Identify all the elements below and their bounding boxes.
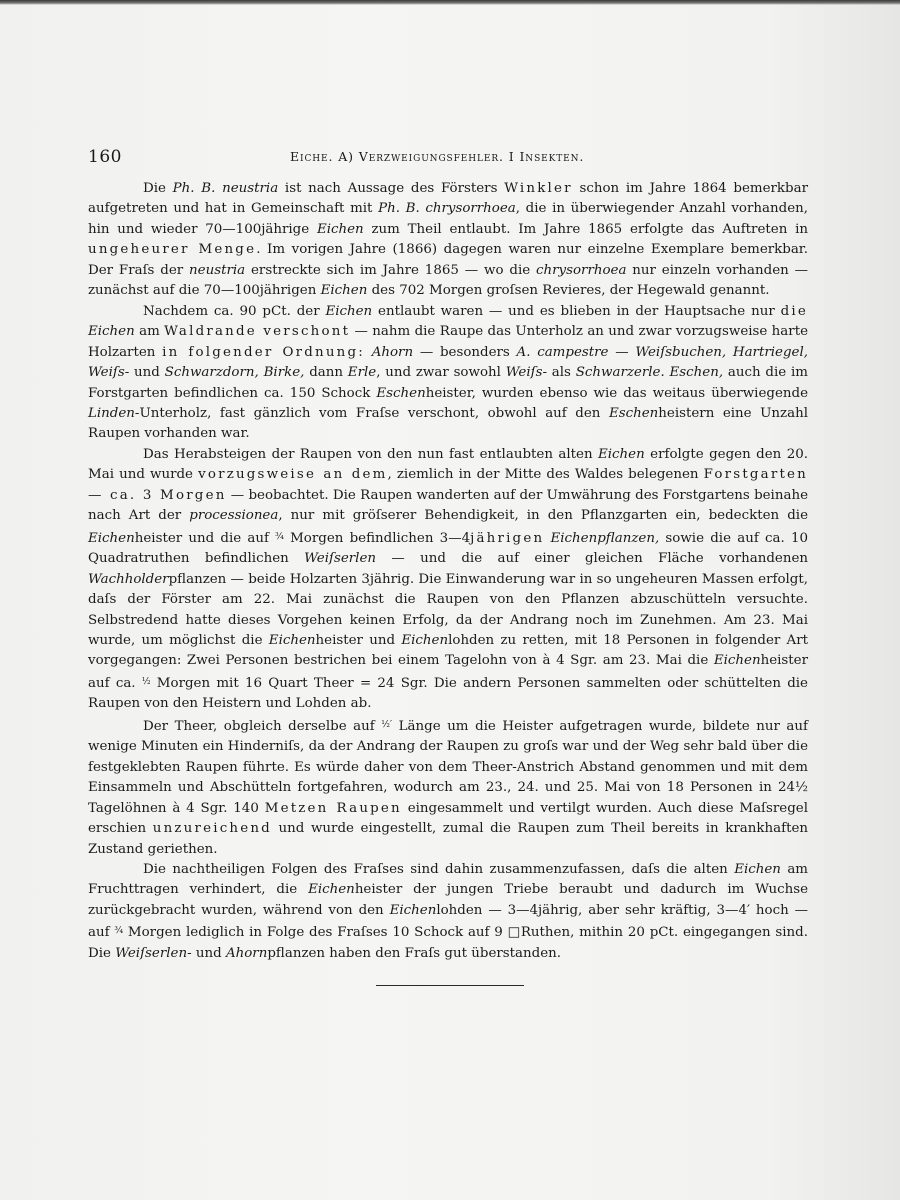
text-run: — nahm die Raupe das Unterholz an und zwar vorzugsweise harte Holzarten: [88, 324, 808, 360]
italic-run: Weiſserlen: [304, 551, 376, 567]
text-run: Die nachtheiligen Folgen des Fraſses sind dahin zusammenzufassen, daſs die alten: [143, 861, 735, 877]
text-run: am Fruchttragen verhindert, die: [88, 861, 809, 898]
fraction: ½: [141, 676, 151, 687]
italic-run: Ph. B. chrysorrhoea: [378, 201, 516, 217]
italic-run: Eschen: [608, 405, 659, 421]
paragraph: [88, 715, 808, 860]
closing-rule: [376, 985, 524, 986]
text-run: Nachdem ca. 90 pCt. der: [143, 303, 326, 319]
text-run: , ziemlich in der Mitte des Waldes belegenen: [387, 467, 704, 483]
italic-run: Eichen: [598, 446, 645, 462]
text-run: nur einzeln vorhanden — zunächst auf die 70—100jährigen: [88, 262, 809, 299]
text-run: ist nach Aussage des Försters: [278, 181, 505, 196]
italic-run: Eichen: [308, 882, 355, 898]
italic-run: Eichen: [88, 530, 135, 546]
italic-run: processionea: [189, 508, 279, 524]
text-run: zum Theil entlaubt. Im Jahre 1865 erfolgte das Auftreten in: [363, 221, 808, 237]
italic-run: A. campestre: [516, 344, 609, 360]
italic-run: Ahorn: [225, 945, 268, 961]
text-run: erstreckte sich im Jahre 1865 — wo die: [245, 262, 537, 278]
italic-run: Ph. B. neustria: [172, 181, 279, 196]
spaced-run: vorzugsweise an dem: [198, 467, 388, 483]
italic-run: Erle: [347, 365, 377, 381]
text-run: Die: [143, 181, 173, 196]
text-run: Morgen lediglich in Folge des Fraſses 10 Schock auf 9 □Ruthen, mithin 20 pCt. eingegangen sind. Die: [88, 925, 808, 961]
text-run: am: [134, 324, 165, 340]
spaced-run: Metzen Raupen: [264, 800, 402, 816]
text-run: —: [608, 344, 636, 360]
text-run: und: [191, 945, 226, 961]
italic-run: Eichen: [401, 632, 449, 648]
text-run: , die in überwiegender Anzahl vorhanden, hin und wieder 70—100jährige: [88, 201, 809, 237]
spaced-run: unzureichend: [152, 821, 272, 837]
paragraph: [88, 179, 808, 302]
spaced-run: Waldrande verschont: [164, 324, 351, 340]
spaced-run: ungeheurer Menge: [88, 242, 257, 258]
spaced-run: Winkler: [504, 181, 573, 196]
spaced-run: jährigen: [470, 530, 545, 546]
text-run: — und die auf einer gleichen Fläche vorhandenen: [376, 551, 808, 567]
italic-run: Eichenpflanzen,: [550, 530, 660, 546]
text-run: heister und die auf: [134, 530, 276, 546]
text-run: heister der jungen Triebe beraubt und dadurch im Wuchse zurückgebracht wurden, während von den: [88, 882, 808, 918]
text-run: lohden zu retten, mit 18 Personen in folgender Art vorgegangen: Zwei Personen bestrichen bei einem Tagelohn von à 4 Sgr. am 23. Mai die: [88, 632, 809, 669]
italic-run: Eichen: [88, 324, 135, 340]
text-run: auch die im Forstgarten befindlichen ca. 150 Schock: [88, 365, 808, 401]
italic-run: Eichen: [389, 902, 437, 918]
text-run: — besonders: [413, 344, 517, 360]
text-run: entlaubt waren — und es blieben in der Hauptsache nur: [372, 303, 781, 319]
text-run: , und zwar sowohl: [376, 365, 506, 381]
italic-run: Eichen: [320, 283, 368, 299]
italic-run: Wachholder: [88, 571, 169, 587]
italic-run: Schwarzdorn, Birke,: [164, 365, 305, 381]
text-run: schon im Jahre 1864 bemerkbar aufgetreten und hat in Gemeinschaft mit: [88, 181, 809, 217]
fraction: ¾: [275, 531, 284, 542]
spaced-run: Forstgarten — ca. 3 Morgen: [88, 467, 809, 503]
italic-run: Eichen: [268, 632, 316, 648]
page-header: [88, 147, 808, 167]
text-run: Das Herabsteigen der Raupen von den nun fast entlaubten alten: [143, 446, 598, 462]
text-run: Morgen befindlichen 3—4: [283, 530, 471, 546]
paragraph: [88, 860, 808, 964]
text-run: pflanzen haben den Fraſs gut überstanden.: [267, 945, 562, 961]
fraction: ½′: [381, 719, 393, 730]
italic-run: Eschen: [376, 385, 426, 401]
text-run: heister auf ca.: [88, 653, 808, 691]
fraction: ¾: [114, 926, 124, 937]
text-run: als: [546, 365, 576, 381]
text-run: Der Theer, obgleich derselbe auf: [143, 718, 382, 734]
text-run: und: [129, 365, 165, 381]
spaced-run: die: [780, 303, 808, 319]
running-head: Eiche. A) Verzweigungsfehler. I Insekten.: [290, 149, 585, 164]
text-run: Morgen mit 16 Quart Theer = 24 Sgr. Die andern Personen sammelten oder schüttelten die Raupen von den Heistern und Lohden ab.: [88, 675, 808, 712]
text-run: und wurde eingestellt, zumal die Raupen zum Theil bereits in krankhaften Zustand geriethen.: [88, 821, 808, 857]
text-run: heister und: [315, 632, 402, 648]
italic-run: Weiſsbuchen, Hartriegel, Weiſs-: [88, 344, 808, 381]
italic-run: chrysorrhoea: [536, 262, 627, 278]
text-run: — beobachtet. Die Raupen wanderten auf der Umwährung des Forstgartens beinahe nach Art der: [88, 487, 809, 524]
italic-run: Eichen: [713, 653, 761, 669]
italic-run: Weiſs-: [505, 365, 547, 381]
page-number: 160: [88, 147, 122, 167]
italic-run: Eichen: [325, 303, 373, 319]
body-text: [88, 179, 808, 964]
paragraph: [88, 302, 808, 445]
text-run: -Unterholz, fast gänzlich vom Fraſse verschont, obwohl auf den: [134, 405, 609, 421]
text-run: dann: [304, 365, 348, 381]
text-run: des 702 Morgen groſsen Revieres, der Hegewald genannt.: [367, 283, 770, 299]
text-run: . Im vorigen Jahre (1866) dagegen waren nur einzelne Exemplare bemerkbar. Der Fraſs der: [88, 242, 808, 278]
italic-run: Linden: [88, 405, 135, 421]
spaced-run: in folgender Ordnung:: [162, 344, 365, 360]
text-run: heistern eine Unzahl Raupen vorhanden war.: [88, 405, 808, 442]
italic-run: Weiſserlen-: [115, 945, 192, 961]
text-run: Länge um die Heister aufgetragen wurde, bildete nur auf wenige Minuten ein Hinderniſs, da der Andrang der Raupen zu groſs war und der Weg sehr bald über die festgeklebten Raupen führte. Es würde daher von dem Theer-Anstrich Abstand genommen und mit dem Einsammeln und Abschütteln fortgefahren, wodurch am 23., 24. und 25. Mai von 18 Personen in 24½ Tagelöhnen à 4 Sgr. 140: [88, 718, 808, 816]
text-run: erfolgte gegen den 20. Mai und wurde: [88, 446, 808, 483]
text-run: heister, wurden ebenso wie das weitaus überwiegende: [425, 385, 808, 401]
text-run: lohden — 3—4jährig, aber sehr kräftig, 3—4′ hoch — auf: [88, 902, 808, 941]
text-run: [365, 345, 372, 360]
italic-run: Eichen: [734, 861, 781, 877]
text-run: eingesammelt und vertilgt wurden. Auch diese Maſsregel erschien: [88, 800, 808, 837]
paragraph: [88, 445, 808, 715]
text-run: , nur mit gröſserer Behendigkeit, in den Pflanzgarten ein, bedeckten die: [278, 508, 808, 524]
italic-run: neustria: [189, 262, 246, 278]
italic-run: Ahorn: [371, 344, 414, 360]
italic-run: Schwarzerle. Eschen,: [575, 365, 724, 381]
text-run: pflanzen — beide Holzarten 3jährig. Die Einwanderung war in so ungeheuren Massen erfolgt, daſs der Förster am 22. Mai zunächst die Raupen von den Pflanzen abzuschütteln versuchte. Selbstredend hatte dieses Vorgehen keinen Erfolg, da der Andrang noch im Zunehmen. Am 23. Mai wurde, um möglichst die: [88, 571, 809, 648]
italic-run: Eichen: [316, 221, 364, 237]
scan-edge: [0, 0, 900, 5]
text-run: sowie die auf ca. 10 Quadratruthen befindlichen: [88, 530, 808, 567]
